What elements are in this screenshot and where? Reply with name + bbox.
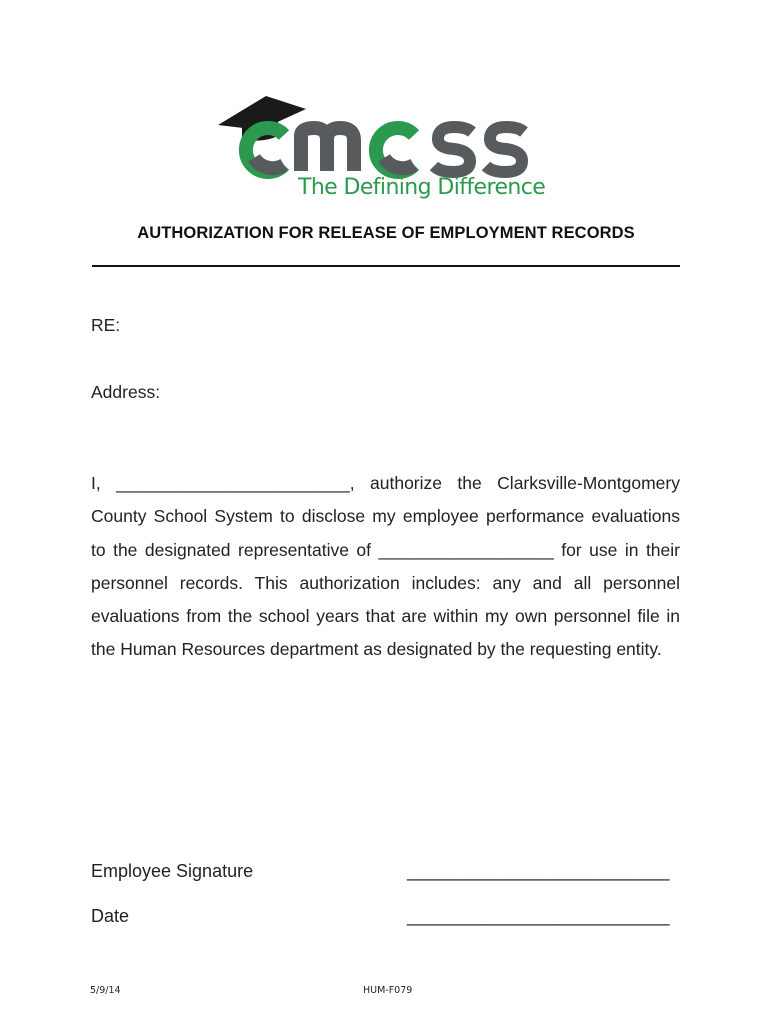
- wordmark-m: [301, 128, 354, 171]
- footer-date: 5/9/14: [90, 985, 121, 996]
- authorization-paragraph: I, ________________________, authorize the Clarksville-Montgomery County School System to disclose my employee performance evaluations to the designated representative of __________________ for use in their personnel records. This authorization includes: any and all personnel evaluations from the school years that are within my own personnel file in the Human Resources department as designated by the requesting entity.: [91, 473, 680, 660]
- date-line: ___________________________: [407, 906, 670, 926]
- address-label: Address:: [91, 382, 161, 402]
- employee-signature-line: ___________________________: [407, 861, 670, 881]
- title-divider: [92, 265, 680, 267]
- footer-form-code: HUM-F079: [363, 985, 413, 996]
- wordmark-s1: [434, 127, 472, 172]
- logo-tagline: The Defining Difference: [298, 175, 546, 200]
- cmcss-logo: [214, 88, 554, 203]
- date-label: Date: [91, 906, 130, 926]
- employee-signature-label: Employee Signature: [91, 861, 254, 881]
- re-label: RE:: [91, 315, 121, 335]
- document-title: AUTHORIZATION FOR RELEASE OF EMPLOYMENT RECORDS: [137, 224, 635, 242]
- wordmark-s2: [486, 127, 524, 172]
